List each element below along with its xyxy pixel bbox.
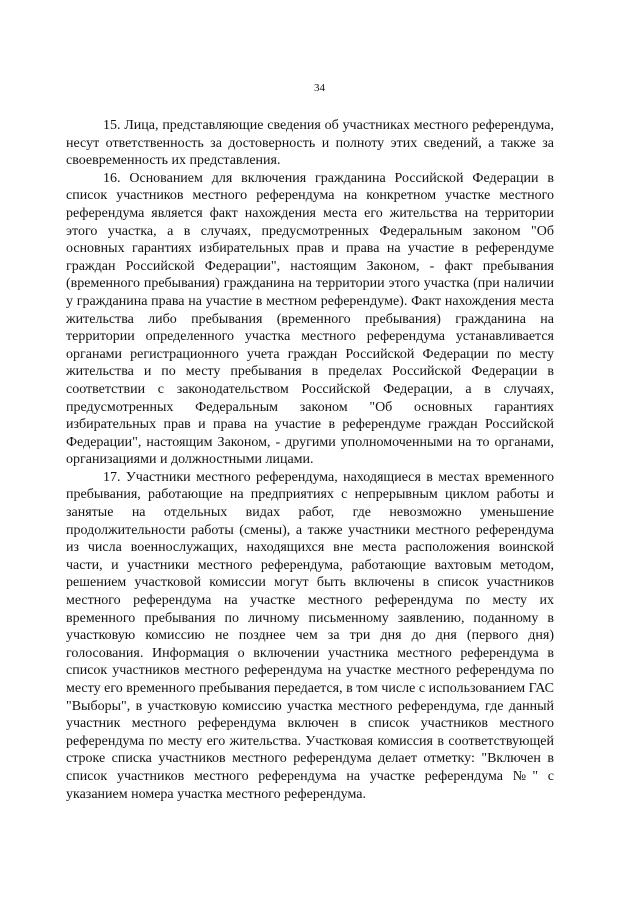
document-body [66, 117, 554, 803]
paragraph-16: 16. Основанием для включения гражданина Российской Федерации в список участников местного референдума на конкретном участке местного референдума является факт нахождения места его жительства на территории этого участка, а в случаях, предусмотренных Федеральным законом "Об основных гарантиях избирательных прав и права на участие в референдуме граждан Российской Федерации", настоящим Законом, - факт пребывания (временного пребывания) гражданина на территории этого участка (при наличии у гражданина права на участие в местном референдуме). Факт нахождения места жительства либо пребывания (временного пребывания) гражданина на территории определенного участка местного референдума устанавливается органами регистрационного учета граждан Российской Федерации по месту жительства и по месту пребывания в пределах Российской Федерации в соответствии с законодательством Российской Федерации, а в случаях, предусмотренных Федеральным законом "Об основных гарантиях избирательных прав и права на участие в референдуме граждан Российской Федерации", настоящим Законом, - другими уполномоченными на то органами, организациями и должностными лицами. [66, 170, 554, 468]
page-number: 34 [314, 82, 325, 94]
paragraph-15: 15. Лица, представляющие сведения об участниках местного референдума, несут ответственность за достоверность и полноту этих сведений, а также за своевременность их представления. [66, 118, 554, 169]
paragraph-17: 17. Участники местного референдума, находящиеся в местах временного пребывания, работающие на предприятиях с непрерывным циклом работы и занятые на отдельных видах работ, где невозможно уменьшение продолжительности работы (смены), а также участники местного референдума из числа военнослужащих, находящихся вне места расположения воинской части, и участники местного референдума, работающие вахтовым методом, решением участковой комиссии могут быть включены в список участников местного референдума на участке местного референдума по месту их временного пребывания по личному письменному заявлению, поданному в участковую комиссию не позднее чем за три дня до дня (первого дня) голосования. Информация о включении участника местного референдума в список участников местного референдума на участке местного референдума по месту его временного пребывания передается, в том числе с использованием ГАС "Выборы", в участковую комиссию участка местного референдума, где данный участник местного референдума включен в список участников местного референдума по месту его жительства. Участковая комиссия в соответствующей строке списка участников местного референдума делает отметку: "Включен в список участников местного референдума на участке референдума №" с указанием номера участка местного референдума. [66, 469, 554, 802]
